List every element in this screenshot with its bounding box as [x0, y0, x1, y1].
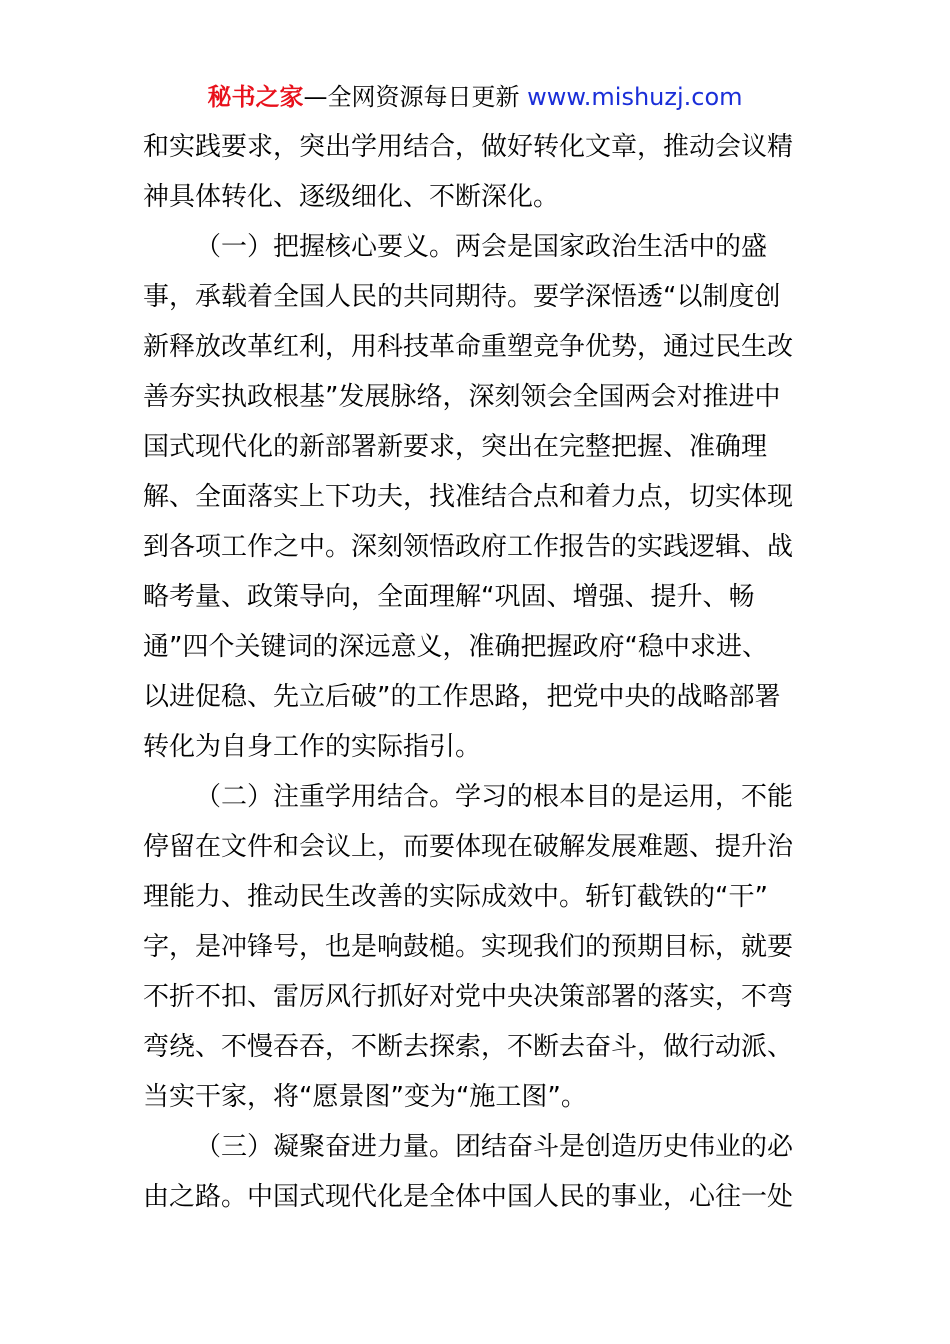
- text-line: 停留在文件和会议上，而要体现在破解发展难题、提升治: [143, 832, 794, 862]
- site-header: [0, 82, 950, 112]
- text-line: 善夯实执政根基”发展脉络，深刻领会全国两会对推进中: [143, 382, 781, 412]
- text-line: 字，是冲锋号，也是响鼓槌。实现我们的预期目标，就要: [143, 932, 794, 962]
- text-line: 以进促稳、先立后破”的工作思路，把党中央的战略部署: [143, 682, 781, 712]
- site-tagline: —全网资源每日更新: [303, 83, 520, 111]
- paragraph-heading-3: （三）凝聚奋进力量。团结奋斗是创造历史伟业的必: [195, 1132, 794, 1162]
- paragraph-heading-1: （一）把握核心要义。两会是国家政治生活中的盛: [195, 232, 768, 262]
- text-line: 略考量、政策导向，全面理解“巩固、增强、提升、畅: [143, 582, 755, 612]
- text-line: 解、全面落实上下功夫，找准结合点和着力点，切实体现: [143, 482, 794, 512]
- text-line: 新释放改革红利，用科技革命重塑竞争优势，通过民生改: [143, 332, 794, 362]
- document-body: [143, 122, 811, 1222]
- site-brand: 秘书之家: [207, 83, 304, 111]
- site-url-link[interactable]: www.mishuzj.com: [527, 83, 743, 111]
- text-line: 不折不扣、雷厉风行抓好对党中央决策部署的落实，不弯: [143, 982, 794, 1012]
- text-line: 神具体转化、逐级细化、不断深化。: [143, 182, 560, 212]
- text-line: 和实践要求，突出学用结合，做好转化文章，推动会议精: [143, 132, 794, 162]
- paragraph-heading-2: （二）注重学用结合。学习的根本目的是运用，不能: [195, 782, 794, 812]
- text-line: 通”四个关键词的深远意义，准确把握政府“稳中求进、: [143, 632, 768, 662]
- text-line: 国式现代化的新部署新要求，突出在完整把握、准确理: [143, 432, 768, 462]
- text-line: 到各项工作之中。深刻领悟政府工作报告的实践逻辑、战: [143, 532, 794, 562]
- text-line: 转化为自身工作的实际指引。: [143, 732, 482, 762]
- text-line: 弯绕、不慢吞吞，不断去探索，不断去奋斗，做行动派、: [143, 1032, 794, 1062]
- text-line: 理能力、推动民生改善的实际成效中。斩钉截铁的“干”: [143, 882, 768, 912]
- text-line: 事，承载着全国人民的共同期待。要学深悟透“以制度创: [143, 282, 781, 312]
- text-line: 当实干家，将“愿景图”变为“施工图”。: [143, 1082, 587, 1112]
- text-line: 由之路。中国式现代化是全体中国人民的事业，心往一处: [143, 1182, 794, 1212]
